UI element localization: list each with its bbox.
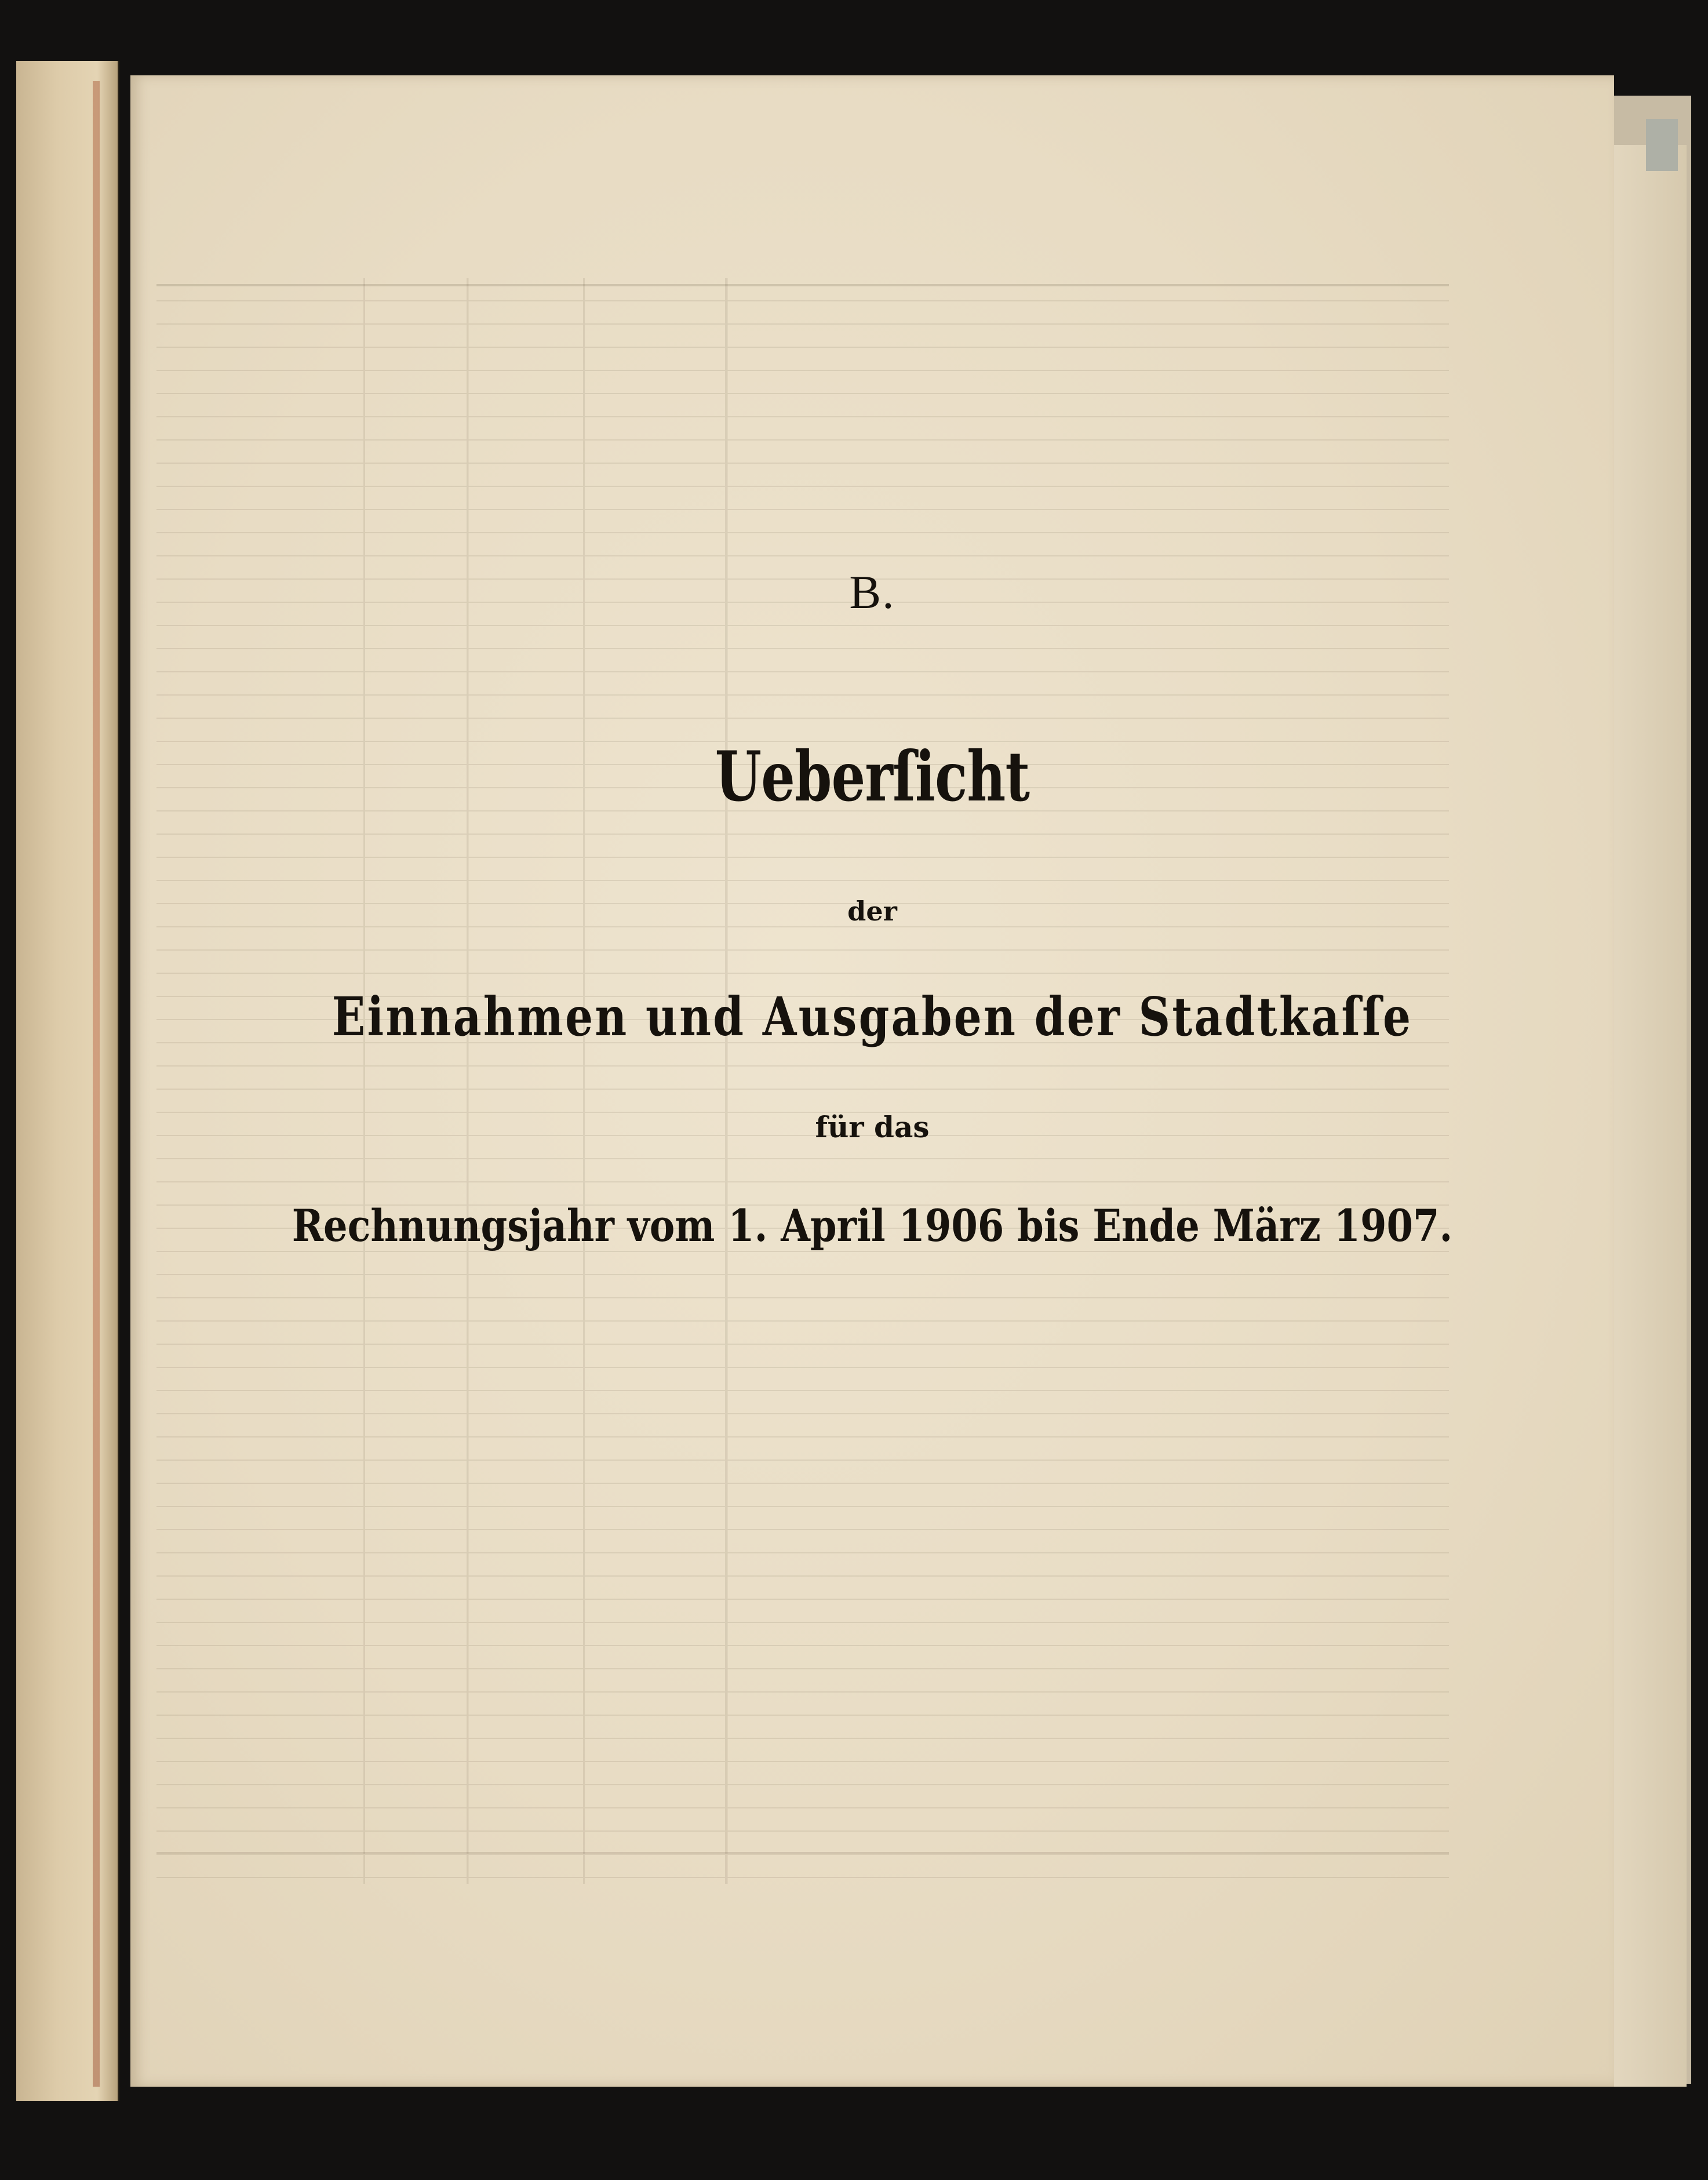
left-page-red-edge bbox=[93, 81, 100, 2087]
show-through-rule-top bbox=[156, 284, 1449, 286]
show-through-table bbox=[156, 278, 1449, 1884]
trailing-page-edge-inner bbox=[1611, 145, 1687, 2087]
show-through-rule-bottom bbox=[156, 1852, 1449, 1854]
title-connector-fuer-das: für das bbox=[815, 1110, 930, 1144]
section-letter: B. bbox=[849, 566, 895, 618]
title-connector-der: der bbox=[847, 896, 897, 927]
main-heading: Einnahmen und Ausgaben der Stadtkaſſe bbox=[332, 985, 1413, 1048]
trailing-page-tab bbox=[1646, 119, 1678, 171]
page-title: Ueberſicht bbox=[715, 736, 1030, 817]
left-page-edge bbox=[16, 61, 119, 2101]
fiscal-year-line: Rechnungsjahr vom 1. April 1906 bis Ende März 1907. bbox=[292, 1200, 1453, 1251]
